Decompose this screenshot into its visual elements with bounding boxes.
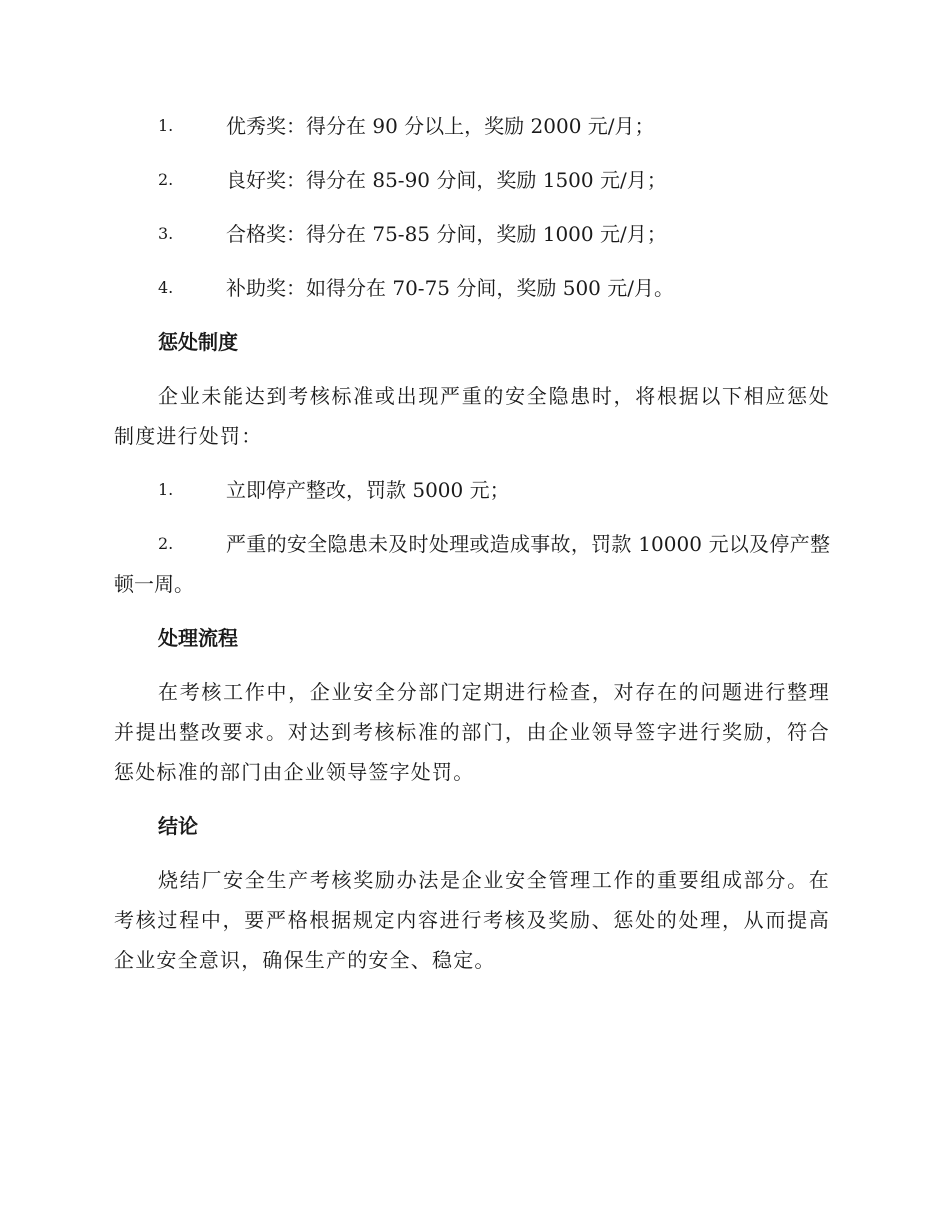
- penalty-intro: 企业未能达到考核标准或出现严重的安全隐患时，将根据以下相应惩处制度进行处罚：: [114, 384, 830, 448]
- list-number: 3.: [158, 224, 174, 243]
- list-text: 立即停产整改，罚款 5000 元；: [226, 478, 510, 502]
- list-text: 严重的安全隐患未及时处理或造成事故，罚款 10000 元以及停产整顿一周。: [114, 532, 830, 596]
- document-content: [114, 106, 830, 994]
- reward-item-1: [114, 106, 830, 146]
- penalty-item-2: [114, 524, 830, 604]
- reward-item-3: [114, 214, 830, 254]
- list-number: 2.: [158, 170, 174, 189]
- reward-item-2: [114, 160, 830, 200]
- penalty-item-1: [114, 470, 830, 510]
- list-text: 优秀奖：得分在 90 分以上，奖励 2000 元/月；: [226, 114, 655, 138]
- conclusion-text: 烧结厂安全生产考核奖励办法是企业安全管理工作的重要组成部分。在考核过程中，要严格根据规定内容进行考核及奖励、惩处的处理，从而提高企业安全意识，确保生产的安全、稳定。: [114, 868, 830, 972]
- list-number: 1.: [158, 116, 174, 135]
- list-number: 4.: [158, 278, 174, 297]
- process-text: 在考核工作中，企业安全分部门定期进行检查，对存在的问题进行整理并提出整改要求。对达到考核标准的部门，由企业领导签字进行奖励，符合惩处标准的部门由企业领导签字处罚。: [114, 680, 830, 784]
- penalty-heading: 惩处制度: [158, 330, 238, 354]
- reward-item-4: [114, 268, 830, 308]
- list-text: 补助奖：如得分在 70-75 分间，奖励 500 元/月。: [226, 276, 674, 300]
- list-text: 合格奖：得分在 75-85 分间，奖励 1000 元/月；: [226, 222, 667, 246]
- list-number: 2.: [158, 534, 174, 553]
- conclusion-heading: 结论: [158, 814, 198, 838]
- list-number: 1.: [158, 480, 174, 499]
- list-text: 良好奖：得分在 85-90 分间，奖励 1500 元/月；: [226, 168, 667, 192]
- process-heading: 处理流程: [158, 626, 238, 650]
